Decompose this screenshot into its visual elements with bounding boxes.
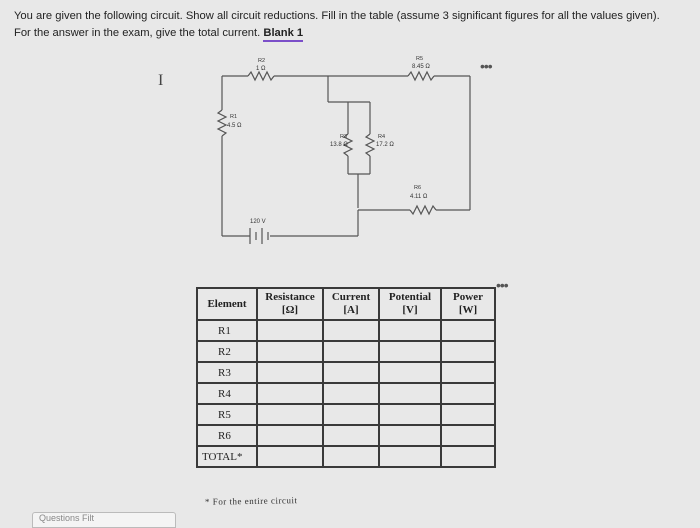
cell-blank (257, 341, 323, 362)
table-row (197, 341, 495, 362)
r5-label: R5 (416, 56, 424, 62)
text-cursor-icon: I (158, 72, 164, 89)
table-row (197, 383, 495, 404)
r4-value: 17.2 Ω (376, 142, 394, 148)
cell-blank (323, 425, 379, 446)
header-power: Power [W] (441, 288, 495, 320)
question-text (14, 8, 694, 42)
row-label-r4: R4 (197, 383, 257, 404)
cell-blank (441, 362, 495, 383)
cell-blank (441, 446, 495, 467)
table-row (197, 425, 495, 446)
question-line-1: You are given the following circuit. Show all circuit reductions. Fill in the table (assume 3 significant figures for all the values given). (14, 10, 660, 22)
cell-blank (379, 383, 441, 404)
header-current: Current [A] (323, 288, 379, 320)
cell-blank (379, 341, 441, 362)
source-voltage-label: 120 V (250, 219, 266, 225)
table-row (197, 404, 495, 425)
header-element: Element (197, 288, 257, 320)
r5-value: 8.45 Ω (412, 64, 430, 70)
r1-value: 4.5 Ω (227, 123, 242, 129)
more-options-icon-2[interactable]: ••• (496, 277, 508, 293)
cell-blank (441, 425, 495, 446)
header-potential: Potential [V] (379, 288, 441, 320)
cell-blank (257, 425, 323, 446)
cell-blank (379, 425, 441, 446)
row-label-r5: R5 (197, 404, 257, 425)
r2-label: R2 (258, 58, 266, 64)
cell-blank (257, 320, 323, 341)
cell-blank (257, 446, 323, 467)
cell-blank (441, 404, 495, 425)
row-label-r6: R6 (197, 425, 257, 446)
row-label-total: TOTAL* (197, 446, 257, 467)
table-row (197, 320, 495, 341)
r2-value: 1 Ω (256, 66, 266, 72)
cell-blank (323, 320, 379, 341)
cell-blank (441, 341, 495, 362)
row-label-r1: R1 (197, 320, 257, 341)
table-row-total (197, 446, 495, 467)
table-row (197, 362, 495, 383)
questions-filter-tab[interactable]: Questions Filt (32, 512, 176, 528)
r4-label: R4 (378, 134, 386, 140)
cell-blank (379, 320, 441, 341)
r6-value: 4.11 Ω (410, 194, 428, 200)
cell-blank (257, 383, 323, 404)
cell-blank (323, 383, 379, 404)
cell-blank (323, 446, 379, 467)
question-line-2: For the answer in the exam, give the total current. (14, 27, 264, 39)
cell-blank (379, 404, 441, 425)
results-table (196, 287, 496, 468)
cell-blank (379, 446, 441, 467)
r1-label: R1 (230, 114, 238, 120)
table-footnote: * For the entire circuit (204, 495, 298, 507)
row-label-r3: R3 (197, 362, 257, 383)
r6-label: R6 (414, 185, 422, 191)
blank-1-link[interactable]: Blank 1 (263, 27, 303, 42)
cell-blank (441, 320, 495, 341)
r3-label: R3 (340, 134, 348, 140)
cell-blank (441, 383, 495, 404)
more-options-icon[interactable]: ••• (480, 58, 492, 74)
results-table-wrap (196, 287, 496, 468)
header-resistance: Resistance [Ω] (257, 288, 323, 320)
cell-blank (257, 362, 323, 383)
r3-value: 13.8 Ω (330, 142, 348, 148)
cell-blank (323, 341, 379, 362)
row-label-r2: R2 (197, 341, 257, 362)
cell-blank (323, 362, 379, 383)
cell-blank (379, 362, 441, 383)
cell-blank (257, 404, 323, 425)
cell-blank (323, 404, 379, 425)
